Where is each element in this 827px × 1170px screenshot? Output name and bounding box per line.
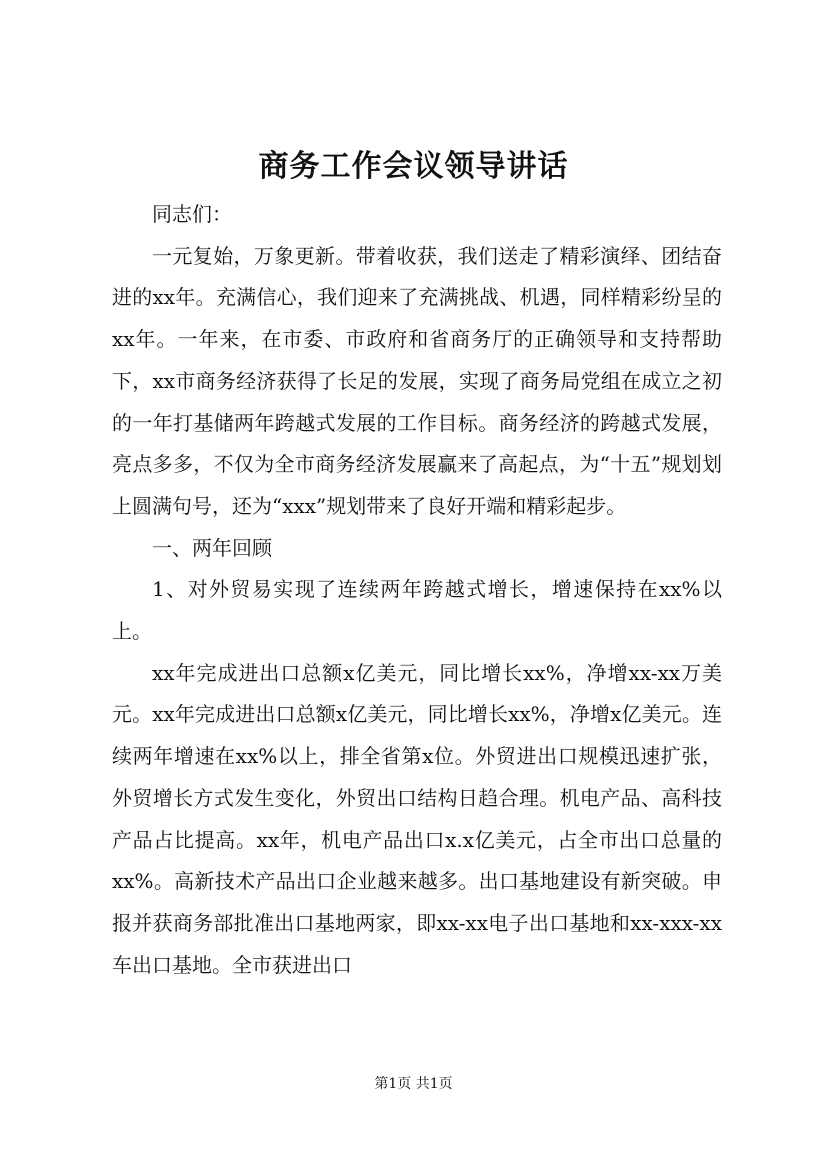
section-heading: 一、两年回顾 bbox=[152, 535, 272, 560]
body-paragraph: xx年完成进出口总额x亿美元，同比增长xx%，净增xx-xx万美元。xx年完成进出口总额x亿美元，同比增长xx%，净增x亿美元。连续两年增速在xx%以上，排全省第x位。外贸进出口规模迅速扩张，外贸增长方式发生变化，外贸出口结构日趋合理。机电产品、高科技产品占比提高。xx年，机电产品出口x.x亿美元，占全市出口总量的xx%。高新技术产品出口企业越来越多。出口基地建设有新突破。申报并获商务部批准出口基地两家，即xx-xx电子出口基地和xx-xxx-xx车出口基地。全市获进出口 bbox=[112, 660, 722, 977]
document-title: 商务工作会议领导讲话 bbox=[258, 149, 569, 184]
subsection-heading: 1、对外贸易实现了连续两年跨越式增长，增速保持在xx%以上。 bbox=[112, 577, 722, 644]
document-body bbox=[112, 194, 722, 986]
page-footer: 第1页 共1页 bbox=[374, 1076, 453, 1092]
intro-paragraph: 一元复始，万象更新。带着收获，我们送走了精彩演绎、团结奋进的xx年。充满信心，我们迎来了充满挑战、机遇，同样精彩纷呈的xx年。一年来，在市委、市政府和省商务厅的正确领导和支持帮助下，xx市商务经济获得了长足的发展，实现了商务局党组在成立之初的一年打基储两年跨越式发展的工作目标。商务经济的跨越式发展，亮点多多，不仅为全市商务经济发展赢来了高起点，为“十五”规划划上圆满句号，还为“xxx”规划带来了良好开端和精彩起步。 bbox=[112, 243, 722, 518]
salutation-paragraph: 同志们： bbox=[152, 202, 232, 226]
